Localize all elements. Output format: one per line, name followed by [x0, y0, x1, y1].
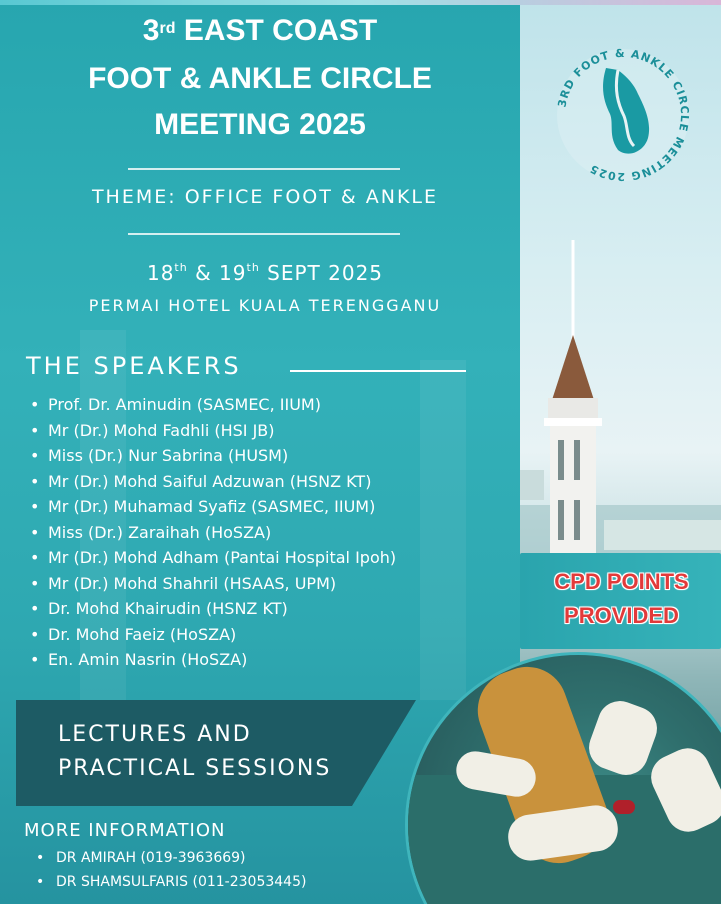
contact-item: • DR SHAMSULFARIS (011-23053445)	[36, 870, 306, 894]
lectures-line-1: LECTURES AND	[58, 722, 252, 747]
speaker-item: • Mr (Dr.) Mohd Saiful Adzuwan (HSNZ KT)	[30, 469, 396, 495]
date-connector: &	[195, 261, 212, 285]
event-date	[0, 261, 530, 285]
speaker-item: • Miss (Dr.) Zaraihah (HoSZA)	[30, 520, 396, 546]
theme-divider	[128, 233, 400, 235]
speaker-item: • Mr (Dr.) Mohd Adham (Pantai Hospital Ipoh)	[30, 545, 396, 571]
date-day2-suffix: th	[246, 261, 260, 274]
meeting-logo	[548, 40, 698, 190]
speakers-heading: THE SPEAKERS	[26, 352, 242, 380]
speaker-item: • Miss (Dr.) Nur Sabrina (HUSM)	[30, 443, 396, 469]
cpd-line-1: CPD POINTS	[554, 569, 689, 594]
title-divider	[128, 168, 400, 170]
lectures-text	[58, 718, 331, 786]
speaker-item: • Mr (Dr.) Mohd Fadhli (HSI JB)	[30, 418, 396, 444]
title-line-3: MEETING 2025	[154, 108, 366, 141]
speaker-item: • Dr. Mohd Khairudin (HSNZ KT)	[30, 596, 396, 622]
date-day1-suffix: th	[174, 261, 188, 274]
surgeon-glove	[583, 695, 663, 781]
date-day1: 18	[146, 261, 175, 285]
venue: PERMAI HOTEL KUALA TERENGGANU	[88, 296, 442, 315]
contact-item: • DR AMIRAH (019-3963669)	[36, 846, 306, 870]
speaker-item: • Mr (Dr.) Mohd Shahril (HSAAS, UPM)	[30, 571, 396, 597]
title-line-1-text: EAST COAST	[183, 14, 378, 47]
speaker-item: • Mr (Dr.) Muhamad Syafiz (SASMEC, IIUM)	[30, 494, 396, 520]
cpd-text	[522, 565, 721, 633]
incision	[613, 800, 635, 814]
speaker-item: • En. Amin Nasrin (HoSZA)	[30, 647, 396, 673]
speaker-list	[30, 392, 396, 673]
title-line-1	[0, 12, 520, 50]
contact-list	[36, 846, 306, 894]
title-ordinal: 3	[142, 14, 160, 47]
ghost-tower	[420, 360, 466, 700]
title-ordinal-suffix: rd	[159, 20, 176, 37]
logo-ring-text: 3RD FOOT & ANKLE CIRCLE MEETING 2025	[555, 46, 692, 184]
speaker-item: • Dr. Mohd Faeiz (HoSZA)	[30, 622, 396, 648]
theme: THEME: OFFICE FOOT & ANKLE	[91, 186, 439, 208]
speaker-item: • Prof. Dr. Aminudin (SASMEC, IIUM)	[30, 392, 396, 418]
title-line-2: FOOT & ANKLE CIRCLE	[88, 62, 432, 95]
top-strip	[0, 0, 721, 5]
date-rest: SEPT 2025	[267, 261, 384, 285]
lectures-line-2: PRACTICAL SESSIONS	[58, 756, 332, 781]
date-day2: 19	[219, 261, 247, 285]
cpd-line-2: PROVIDED	[564, 603, 679, 628]
speakers-divider	[290, 370, 466, 372]
more-info-heading: MORE INFORMATION	[24, 820, 226, 841]
